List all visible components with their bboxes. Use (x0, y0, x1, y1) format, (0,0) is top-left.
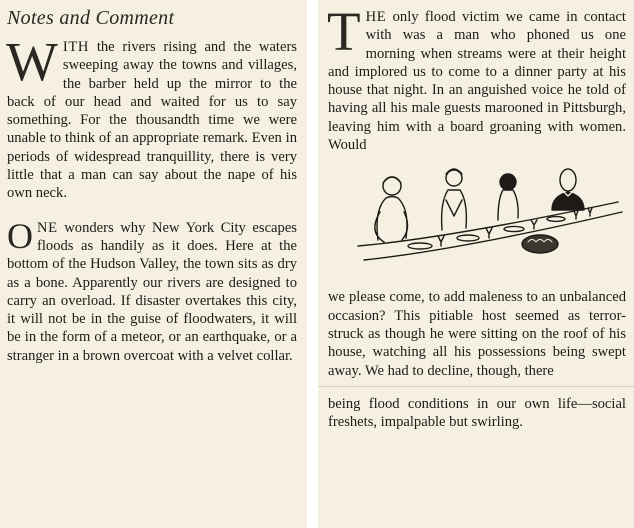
paragraph-decline: we please come, to add maleness to an unbalanced occasion? This pitiable host seemed as terror-struck as though he were sitting on the roof of his house, watching all his possessions being swept away. We had to decline, though, there (328, 289, 626, 379)
paragraph-social-freshets: being flood conditions in our own life—social freshets, impalpable but swirling. (328, 395, 626, 431)
dinner-party-illustration (328, 168, 626, 278)
guest-head (500, 174, 516, 190)
paragraph-text: wonders why New York City escapes floods as handily as it does. Here at the bottom of the Hudson Valley, the town sits as dry as a bone. Apparently our rivers are designed to carry an overload. If disaster overtakes this city, it will not be in the guise of floodwaters, it will be in the form of a meteor, or an earthquake, or a stranger in a brown overcoat with a velvet collar. (7, 219, 297, 364)
section-divider (318, 386, 634, 387)
plate (457, 235, 479, 241)
drop-cap: T (327, 1, 361, 62)
paragraph-barber (6, 31, 297, 203)
plate (408, 243, 432, 249)
lead-in: HE (365, 9, 387, 25)
guest-body (377, 197, 407, 241)
wine-glass (486, 228, 492, 238)
lead-in: ITH (62, 39, 90, 55)
plate (547, 217, 565, 222)
paragraph-new-york (7, 215, 297, 365)
guest-hair (383, 177, 401, 183)
lead-in: NE (37, 219, 58, 236)
table-cloth (364, 212, 622, 260)
dinner-party-drawing (328, 168, 626, 278)
drop-cap: W (6, 31, 58, 92)
wine-glass (531, 220, 537, 229)
column-gutter (307, 0, 318, 528)
guest-arms (375, 212, 408, 242)
wine-glass (438, 236, 444, 246)
centerpiece-flowers (522, 235, 558, 253)
right-column (318, 0, 634, 528)
plate (504, 227, 524, 232)
host-head (560, 169, 576, 191)
paragraph-flood-victim (327, 1, 626, 154)
section-heading: Notes and Comment (7, 7, 175, 29)
wine-glass (588, 208, 592, 216)
guest-body (442, 190, 467, 230)
drop-cap: O (7, 215, 33, 256)
guest-head (446, 170, 462, 186)
host-tuxedo (552, 192, 584, 210)
wine-glass (574, 211, 578, 219)
left-column (0, 0, 307, 528)
paragraph-text: the rivers rising and the waters sweeping away the towns and villages, the barber held up the mirror to the back of our head and waited for us to say something. For the thousandth time we were unable to think of an appropriate remark. Even in periods of widespread tranquillity, there is very little that a man can say about the nape of his own neck. (7, 39, 297, 202)
paragraph-text: only flood victim we came in contact with was a man who phoned us one morning when streams were at their height and implored us to come to a dinner party at his house that night. In an anguished voice he told of having all his male guests marooned in Pittsburgh, leaving him with a board groaning with women. Would (328, 9, 626, 154)
guest-neckline (446, 200, 462, 216)
guest-body (498, 190, 518, 220)
